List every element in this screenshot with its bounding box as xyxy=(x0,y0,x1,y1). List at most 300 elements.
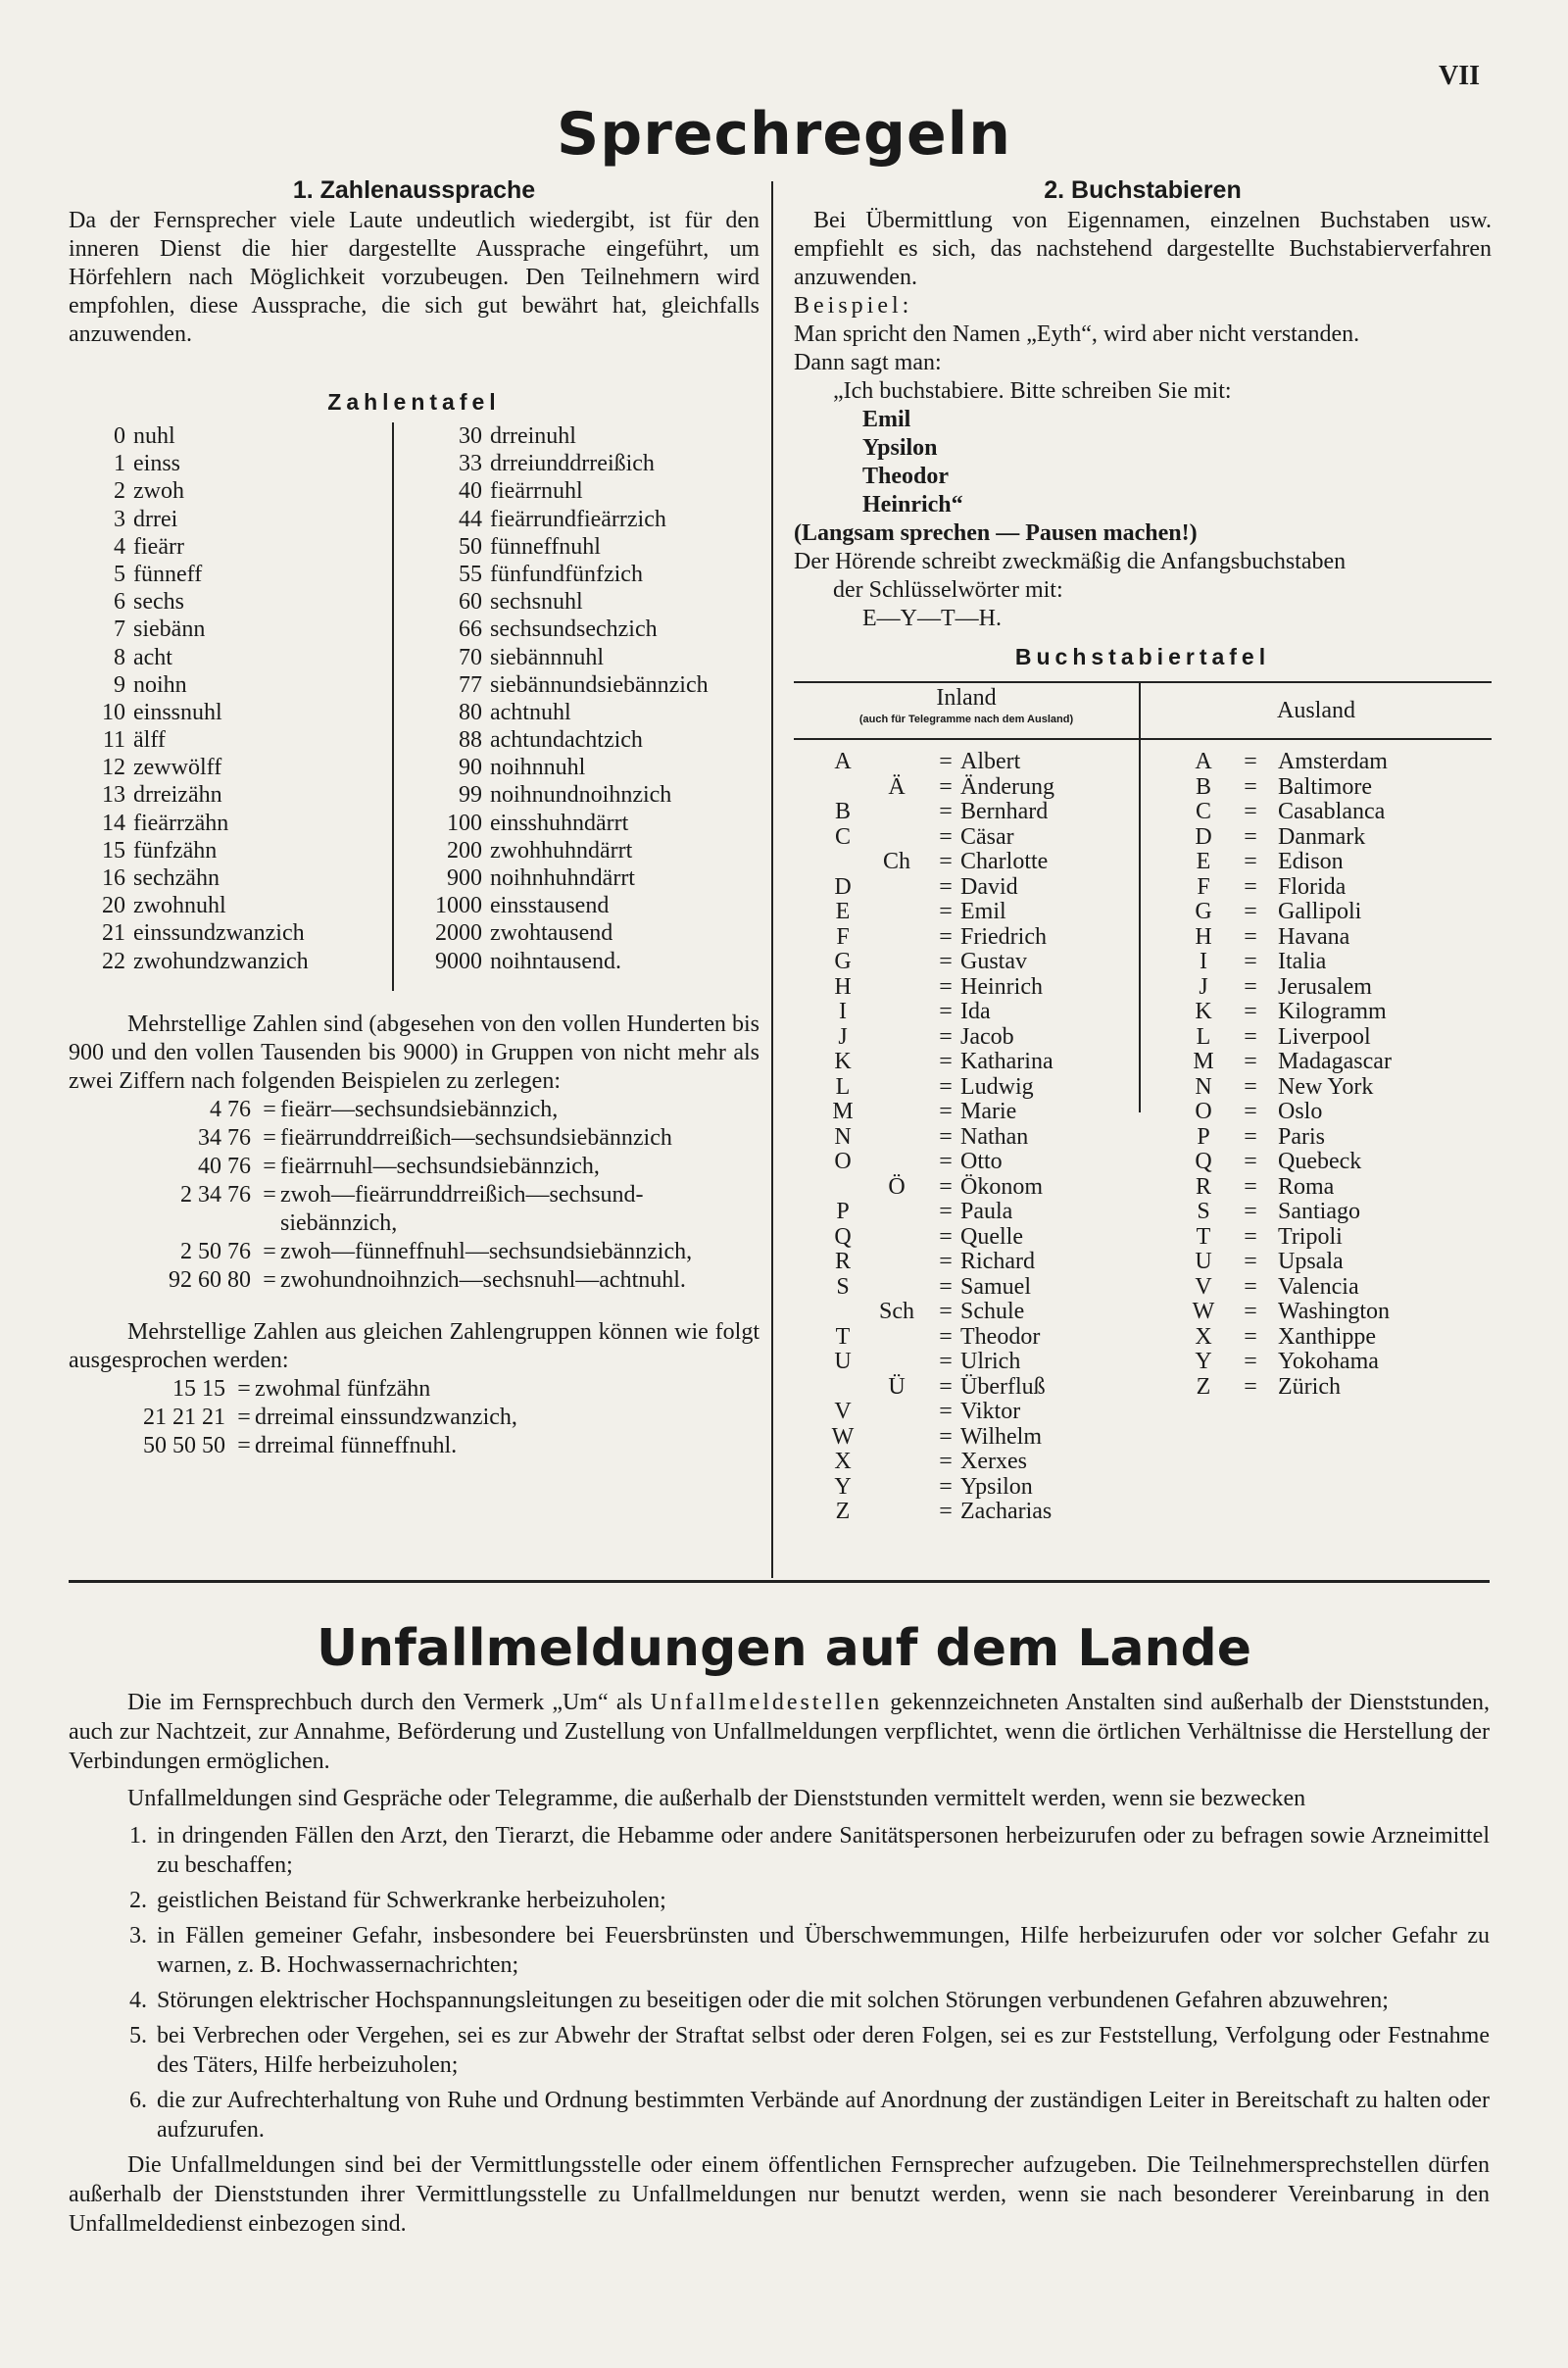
equals-sign: = xyxy=(939,823,953,850)
zahl-number: 99 xyxy=(459,782,482,809)
inland-letter-special xyxy=(862,998,931,1023)
zahl-number: 900 xyxy=(447,865,482,891)
inland-letter-special: Sch xyxy=(879,1299,914,1324)
inland-letter-special xyxy=(862,973,931,999)
zahl-row xyxy=(406,864,709,892)
ausland-row xyxy=(1184,823,1392,849)
inland-row xyxy=(823,1123,1054,1149)
inland-letter-special xyxy=(862,873,931,899)
inland-word: Zacharias xyxy=(960,1499,1053,1524)
equals-sign: = xyxy=(939,749,953,774)
zahl-number: 77 xyxy=(459,671,482,698)
inland-letter-special xyxy=(862,823,931,849)
zahl-word: noihntausend. xyxy=(490,948,621,974)
example-word: siebännzich, xyxy=(280,1210,398,1236)
example-row xyxy=(69,1266,760,1295)
inland-word: Überfluß xyxy=(960,1373,1046,1400)
inland-word: Heinrich xyxy=(960,973,1043,1000)
ausland-row xyxy=(1184,1273,1392,1299)
zahl-row xyxy=(69,781,309,809)
unfall-item-number: 6. xyxy=(129,2088,147,2113)
unfall-item-number: 2. xyxy=(129,1888,147,1913)
unfall-para-1 xyxy=(69,1688,1490,1776)
buchstabiertafel-header xyxy=(794,683,1492,740)
ausland-letter: Z xyxy=(1196,1373,1211,1400)
example-line: Theodor xyxy=(862,464,950,489)
inland-word: Nathan xyxy=(960,1123,1029,1150)
zahl-row xyxy=(69,699,309,726)
inland-word: Charlotte xyxy=(960,849,1049,874)
ausland-row xyxy=(1184,1023,1392,1049)
zahl-row xyxy=(406,919,709,947)
example-number xyxy=(69,1209,259,1238)
zahl-number: 60 xyxy=(459,589,482,616)
inland-word: Samuel xyxy=(960,1273,1031,1300)
inland-letter-special xyxy=(862,1273,931,1299)
ausland-row xyxy=(1184,923,1392,949)
group-word: drreimal einssundzwanzich, xyxy=(255,1405,517,1430)
equals-sign: = xyxy=(939,923,953,950)
zahl-word: sechzähn xyxy=(133,865,220,891)
zahl-row xyxy=(69,726,309,754)
example-line: Emil xyxy=(862,407,911,432)
zahl-number: 80 xyxy=(459,699,482,725)
unfall-list-item xyxy=(69,2086,1490,2145)
zahl-row xyxy=(69,837,309,864)
inland-word: Albert xyxy=(960,749,1021,774)
zahl-number: 50 xyxy=(459,533,482,560)
equals-sign: = xyxy=(1244,1373,1257,1400)
zahl-row xyxy=(69,948,309,975)
ausland-row xyxy=(1184,1048,1392,1073)
inland-letter xyxy=(823,1173,862,1199)
zahl-word: zwohtausend xyxy=(490,920,613,947)
ausland-word: Tripoli xyxy=(1278,1223,1343,1250)
beispiel-label: Beispiel: xyxy=(794,293,913,319)
header-ausland: Ausland xyxy=(1277,698,1355,723)
zahl-row xyxy=(406,948,709,975)
zahl-row xyxy=(406,892,709,919)
inland-letter: D xyxy=(834,873,852,900)
unfall-list xyxy=(69,1821,1490,2145)
zahl-row xyxy=(406,726,709,754)
inland-letter xyxy=(823,773,862,799)
zahl-word: siebänn xyxy=(133,617,206,643)
example-number: 40 76 xyxy=(198,1154,251,1179)
unfall-item-text: in dringenden Fällen den Arzt, den Tierarzt, die Hebamme oder andere Sanitätspersonen herbeizurufen oder zu befragen sowie Arzneimittel zu beschaffen; xyxy=(157,1823,1490,1878)
group-row xyxy=(69,1375,760,1404)
ausland-list xyxy=(1184,748,1392,1398)
zahl-number: 3 xyxy=(114,506,125,532)
zahl-number: 8 xyxy=(114,644,125,670)
equals-sign: = xyxy=(939,899,953,924)
example-line: (Langsam sprechen — Pausen machen!) xyxy=(794,520,1198,546)
inland-letter: I xyxy=(839,999,847,1024)
ausland-letter: M xyxy=(1193,1049,1214,1074)
zahl-number: 16 xyxy=(102,865,125,891)
unfall-para-2: Unfallmeldungen sind Gespräche oder Telegramme, die außerhalb der Dienststunden vermittelt werden, wenn sie bezwecken xyxy=(127,1786,1306,1811)
inland-letter: X xyxy=(834,1449,852,1474)
inland-row xyxy=(823,1498,1054,1523)
ausland-row xyxy=(1184,1298,1392,1323)
unfall-item-number: 1. xyxy=(129,1823,147,1849)
inland-letter-special xyxy=(862,923,931,949)
example-row xyxy=(69,1209,760,1238)
zahl-row xyxy=(69,506,309,533)
inland-letter-special xyxy=(862,798,931,823)
inland-row xyxy=(823,948,1054,973)
equals-sign: = xyxy=(1244,1299,1257,1324)
zahl-row xyxy=(406,588,709,616)
zahl-number: 66 xyxy=(459,617,482,643)
ausland-letter: U xyxy=(1195,1249,1212,1274)
equals-sign: = xyxy=(939,799,953,824)
inland-letter-special xyxy=(862,1498,931,1523)
inland-row xyxy=(823,848,1054,873)
example-line: Man spricht den Namen „Eyth“, wird aber nicht verstanden. xyxy=(794,321,1360,347)
group-row xyxy=(69,1432,760,1460)
equals-sign: = xyxy=(1244,1023,1257,1050)
zahl-number: 70 xyxy=(459,644,482,670)
ausland-word: Oslo xyxy=(1278,1099,1323,1124)
zahl-row xyxy=(69,919,309,947)
inland-row xyxy=(823,748,1054,773)
ausland-word: Zürich xyxy=(1278,1373,1341,1400)
ausland-row xyxy=(1184,1123,1392,1149)
inland-letter xyxy=(823,848,862,873)
inland-letter-special xyxy=(862,1073,931,1099)
inland-letter: A xyxy=(834,749,852,774)
ausland-word: Valencia xyxy=(1278,1273,1359,1300)
zahl-number: 13 xyxy=(102,782,125,809)
inland-row xyxy=(823,823,1054,849)
examples-list xyxy=(69,1096,760,1295)
unfall-list-item xyxy=(69,1886,1490,1915)
equals-sign: = xyxy=(939,1073,953,1100)
zahl-row xyxy=(406,561,709,588)
equals-sign: = xyxy=(237,1405,251,1430)
zahl-word: fünneffnuhl xyxy=(490,533,601,560)
zahl-word: einssundzwanzich xyxy=(133,920,305,947)
equals-sign: = xyxy=(939,1499,953,1524)
group-number: 15 15 xyxy=(172,1376,225,1402)
example-number: 2 50 76 xyxy=(180,1239,251,1264)
group-word: drreimal fünneffnuhl. xyxy=(255,1433,458,1458)
equals-sign: = xyxy=(939,849,953,874)
equals-sign: = xyxy=(939,1299,953,1324)
ausland-word: Jerusalem xyxy=(1278,973,1372,1000)
header-inland-note: (auch für Telegramme nach dem Ausland) xyxy=(858,714,1074,725)
equals-sign: = xyxy=(939,1373,953,1400)
ausland-word: Washington xyxy=(1278,1299,1391,1324)
inland-row xyxy=(823,1098,1054,1123)
zahl-row xyxy=(406,781,709,809)
example-word: fieärrnuhl—sechsundsiebännzich, xyxy=(280,1154,600,1179)
example-row xyxy=(69,1238,760,1266)
ausland-row xyxy=(1184,1348,1392,1373)
ausland-word: Paris xyxy=(1278,1123,1325,1150)
unfall-list-item xyxy=(69,1821,1490,1880)
equals-sign: = xyxy=(1244,1149,1257,1174)
example-number: 34 76 xyxy=(198,1125,251,1151)
equals-sign: = xyxy=(1244,823,1257,850)
inland-letter-special xyxy=(862,1473,931,1499)
ausland-row xyxy=(1184,1073,1392,1099)
example-word: zwohundnoihnzich—sechsnuhl—achtnuhl. xyxy=(280,1267,686,1293)
zahl-word: noihnundnoihnzich xyxy=(490,782,672,809)
example-word: fieärr—sechsundsiebännzich, xyxy=(280,1097,559,1122)
ausland-row xyxy=(1184,998,1392,1023)
equals-sign: = xyxy=(939,1173,953,1200)
zahl-row xyxy=(69,561,309,588)
zahl-word: zwohnuhl xyxy=(133,893,226,919)
zahl-word: einss xyxy=(133,451,180,477)
inland-letter-special xyxy=(862,1248,931,1273)
equals-sign: = xyxy=(1244,1223,1257,1250)
example-line: Der Hörende schreibt zweckmäßig die Anfangsbuchstaben xyxy=(794,549,1347,574)
unfall-list-item xyxy=(69,1921,1490,1980)
ausland-letter: A xyxy=(1195,749,1212,774)
inland-letter-special: Ö xyxy=(888,1173,906,1200)
equals-sign: = xyxy=(939,1423,953,1450)
zahl-word: sechsnuhl xyxy=(490,589,583,616)
equals-sign: = xyxy=(263,1154,276,1179)
inland-letter: L xyxy=(835,1073,851,1100)
zahl-row xyxy=(69,450,309,477)
page-title: Sprechregeln xyxy=(557,100,1011,169)
equals-sign: = xyxy=(939,773,953,800)
inland-row xyxy=(823,873,1054,899)
groups-intro: Mehrstellige Zahlen aus gleichen Zahlengruppen können wie folgt ausgesprochen werden: xyxy=(69,1319,760,1373)
zahl-word: älff xyxy=(133,727,166,754)
equals-sign: = xyxy=(939,1149,953,1174)
zahlentafel-title: Zahlentafel xyxy=(327,389,501,415)
zahl-word: sechs xyxy=(133,589,184,616)
left-column xyxy=(69,176,760,1460)
inland-letter: O xyxy=(834,1149,852,1174)
zahl-number: 44 xyxy=(459,506,482,532)
zahl-word: fieärrundfieärrzich xyxy=(490,506,666,532)
example-word: fieärrunddrreißich—sechsundsiebännzich xyxy=(280,1125,672,1151)
inland-row xyxy=(823,1173,1054,1199)
equals-sign: = xyxy=(1244,1199,1257,1224)
ausland-letter: T xyxy=(1196,1223,1211,1250)
equals-sign: = xyxy=(1244,923,1257,950)
equals-sign: = xyxy=(1244,1099,1257,1124)
zahl-word: zwohundzwanzich xyxy=(133,948,309,974)
equals-sign: = xyxy=(1244,949,1257,974)
header-inland xyxy=(794,683,1141,738)
zahl-number: 0 xyxy=(114,423,125,449)
equals-sign: = xyxy=(237,1433,251,1458)
zahlentafel-divider xyxy=(392,422,394,991)
ausland-letter: X xyxy=(1195,1323,1212,1350)
zahl-word: drreinuhl xyxy=(490,423,576,449)
zahl-word: acht xyxy=(133,644,172,670)
inland-word: Ida xyxy=(960,999,991,1024)
inland-word: Cäsar xyxy=(960,823,1014,850)
equals-sign: = xyxy=(939,1323,953,1350)
zahl-word: fieärr xyxy=(133,533,184,560)
unfall-item-text: geistlichen Beistand für Schwerkranke herbeizuholen; xyxy=(157,1888,666,1913)
equals-sign: = xyxy=(939,973,953,1000)
section-heading-zahlen: 1. Zahlenaussprache xyxy=(292,176,536,204)
example-line: Heinrich“ xyxy=(862,492,963,518)
group-number: 21 21 21 xyxy=(143,1405,225,1430)
ausland-letter: N xyxy=(1195,1073,1212,1100)
example-word: zwoh—fünneffnuhl—sechsundsiebännzich, xyxy=(280,1239,693,1264)
buchstabiertafel xyxy=(794,681,1492,1524)
zahl-number: 2000 xyxy=(435,920,482,947)
ausland-word: Madagascar xyxy=(1278,1049,1392,1074)
ausland-row xyxy=(1184,1223,1392,1249)
example-row xyxy=(69,1181,760,1209)
equals-sign: = xyxy=(1244,899,1257,924)
zahl-word: zwoh xyxy=(133,478,184,505)
zahlentafel-col-a xyxy=(69,422,309,975)
zahl-number: 7 xyxy=(114,617,125,643)
equals-sign: = xyxy=(1244,749,1257,774)
zahl-word: noihnnuhl xyxy=(490,755,586,781)
unfall-para-3: Die Unfallmeldungen sind bei der Vermittlungsstelle oder einem öffentlichen Fernsprecher aufzugeben. Die Teilnehmersprechstellen dürfen außerhalb der Dienststunden ihrer Vermittlungsstelle zu Unfallmeldungen nur benutzt werden, wenn sie nach besonderer Vereinbarung in den Unfallmeldedienst einbezogen sind. xyxy=(69,2152,1490,2237)
header-inland-label: Inland xyxy=(936,685,997,711)
ausland-letter: K xyxy=(1195,999,1212,1024)
equals-sign: = xyxy=(939,1473,953,1500)
inland-word: Wilhelm xyxy=(960,1423,1043,1450)
zahl-word: drreizähn xyxy=(133,782,222,809)
equals-sign: = xyxy=(1244,1049,1257,1074)
ausland-word: Santiago xyxy=(1278,1199,1360,1224)
zahl-number: 11 xyxy=(102,727,125,754)
equals-sign: = xyxy=(263,1267,276,1293)
ausland-row xyxy=(1184,898,1392,923)
ausland-word: Upsala xyxy=(1278,1249,1344,1274)
inland-letter-special xyxy=(862,1348,931,1373)
zahl-row xyxy=(69,616,309,643)
equals-sign: = xyxy=(939,1349,953,1374)
zahl-row xyxy=(406,837,709,864)
zahlentafel-col-b xyxy=(406,422,709,975)
inland-letter: J xyxy=(838,1023,848,1050)
ausland-letter: C xyxy=(1195,799,1211,824)
zahl-number: 10 xyxy=(102,699,125,725)
zahl-row xyxy=(406,810,709,837)
equals-sign: = xyxy=(939,1049,953,1074)
groups-list xyxy=(69,1375,760,1460)
inland-letter: S xyxy=(836,1273,850,1300)
ausland-row xyxy=(1184,773,1392,799)
ausland-word: Roma xyxy=(1278,1173,1335,1200)
zahl-row xyxy=(69,810,309,837)
ausland-letter: Y xyxy=(1195,1349,1212,1374)
ausland-row xyxy=(1184,798,1392,823)
inland-letter: G xyxy=(834,949,852,974)
zahl-word: fünfundfünfzich xyxy=(490,561,643,587)
zahl-row xyxy=(69,644,309,671)
zahl-number: 30 xyxy=(459,423,482,449)
zahl-number: 22 xyxy=(102,948,125,974)
inland-row xyxy=(823,1473,1054,1499)
inland-word: Ludwig xyxy=(960,1073,1034,1100)
zahl-word: sechsundsechzich xyxy=(490,617,658,643)
zahl-number: 100 xyxy=(447,810,482,836)
zahl-row xyxy=(69,477,309,505)
unfall-item-number: 4. xyxy=(129,1988,147,2013)
inland-letter-special xyxy=(862,1223,931,1249)
ausland-word: New York xyxy=(1278,1073,1374,1100)
zahl-row xyxy=(69,864,309,892)
inland-letter: Z xyxy=(835,1499,851,1524)
zahl-row xyxy=(406,671,709,699)
multi-intro: Mehrstellige Zahlen sind (abgesehen von den vollen Hunderten bis 900 und den vollen Tausenden bis 9000) in Gruppen von nicht mehr als zwei Ziffern nach folgenden Beispielen zu zerlegen: xyxy=(69,1011,760,1094)
inland-letter: M xyxy=(832,1099,854,1124)
unfall-item-text: in Fällen gemeiner Gefahr, insbesondere bei Feuersbrünsten und Überschwemmungen, Hilfe herbeizurufen oder vor solcher Gefahr zu warnen, z. B. Hochwassernachrichten; xyxy=(157,1923,1490,1978)
example-lines xyxy=(794,321,1492,633)
zahl-number: 21 xyxy=(102,920,125,947)
example-line: der Schlüsselwörter mit: xyxy=(833,577,1063,603)
ausland-row xyxy=(1184,1323,1392,1349)
equals-sign: = xyxy=(1244,1123,1257,1150)
zahlentafel xyxy=(69,422,760,974)
unfall-para-1b: gekennzeichneten Anstalten sind außerhalb der Dienststunden, auch zur Nachtzeit, zur Annahme, Beförderung und Zustellung von Unfallmeldungen verpflichtet, wenn die örtlichen Verhältnisse die Herstellung der Verbindungen ermöglichen. xyxy=(69,1690,1490,1774)
inland-word: Schule xyxy=(960,1299,1025,1324)
inland-row xyxy=(823,898,1054,923)
example-number: 92 60 80 xyxy=(169,1267,251,1293)
inland-word: Paula xyxy=(960,1199,1013,1224)
ausland-word: Havana xyxy=(1278,923,1350,950)
inland-word: Friedrich xyxy=(960,923,1047,950)
ausland-row xyxy=(1184,1373,1392,1399)
inland-row xyxy=(823,1198,1054,1223)
example-line: E—Y—T—H. xyxy=(862,606,1002,631)
inland-word: Ökonom xyxy=(960,1173,1043,1200)
zahl-word: zwohhuhndärrt xyxy=(490,837,633,863)
inland-letter: V xyxy=(834,1399,852,1424)
equals-sign: = xyxy=(939,1223,953,1250)
zahl-number: 20 xyxy=(102,893,125,919)
equals-sign: = xyxy=(1244,1173,1257,1200)
inland-row xyxy=(823,923,1054,949)
zahl-number: 12 xyxy=(102,755,125,781)
equals-sign: = xyxy=(263,1182,276,1208)
inland-letter-special xyxy=(862,1098,931,1123)
inland-row xyxy=(823,1273,1054,1299)
inland-word: Änderung xyxy=(960,773,1054,800)
equals-sign: = xyxy=(1244,799,1257,824)
ausland-word: Quebeck xyxy=(1278,1149,1362,1174)
inland-letter xyxy=(823,1298,862,1323)
ausland-row xyxy=(1184,1198,1392,1223)
inland-word: Katharina xyxy=(960,1049,1054,1074)
ausland-letter: H xyxy=(1195,923,1212,950)
inland-row xyxy=(823,1073,1054,1099)
ausland-letter: G xyxy=(1195,899,1212,924)
ausland-letter: D xyxy=(1195,823,1212,850)
ausland-letter: P xyxy=(1197,1123,1210,1150)
zahl-row xyxy=(406,644,709,671)
equals-sign: = xyxy=(939,1123,953,1150)
zahl-word: fünneff xyxy=(133,561,203,587)
inland-letter: B xyxy=(834,799,851,824)
inland-row xyxy=(823,1223,1054,1249)
equals-sign: = xyxy=(939,1249,953,1274)
group-word: zwohmal fünfzähn xyxy=(255,1376,431,1402)
equals-sign xyxy=(259,1209,280,1238)
zahl-word: zewwölff xyxy=(133,755,222,781)
ausland-word: Gallipoli xyxy=(1278,899,1362,924)
zahl-number: 4 xyxy=(114,533,125,560)
example-word: zwoh—fieärrunddrreißich—sechsund- xyxy=(280,1182,644,1208)
